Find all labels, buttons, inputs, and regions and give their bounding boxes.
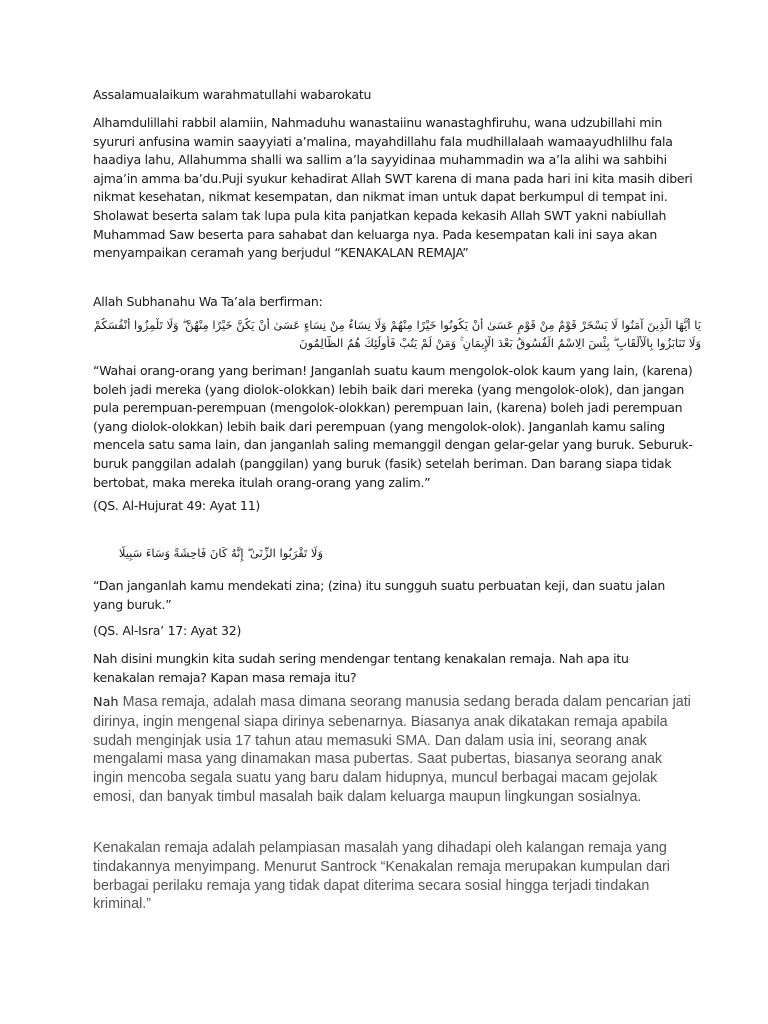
arabic-verse-line-1: يَا أَيُّهَا الَّذِينَ آمَنُوا لَا يَسْخَرْ قَوْمٌ مِنْ قَوْمٍ عَسَىٰ أَنْ يَكُونُوا خَيْرًا مِنْهُمْ وَلَا نِسَاءٌ مِنْ نِسَاءٍ عَسَىٰ أَنْ يَكُنَّ خَيْرًا مِنْهُنَّ ۖ وَلَا تَلْمِزُوا أَنْفُسَكُمْ [93, 318, 701, 332]
arabic-verse-2: وَلَا تَقْرَبُوا الزِّنَىٰ ۖ إِنَّهُ كَانَ فَاحِشَةً وَسَاءَ سَبِيلًا [118, 546, 323, 560]
reference-2: (QS. Al-Isra’ 17: Ayat 32) [93, 623, 242, 638]
paragraph-lead: Nah [93, 695, 123, 710]
question-paragraph: Nah disini mungkin kita sudah sering mendengar tentang kenakalan remaja. Nah apa itu kenakalan remaja? Kapan masa remaja itu? [93, 651, 629, 685]
paragraph-body: Masa remaja, adalah masa dimana seorang manusia sedang berada dalam pencarian jati dirinya, ingin mengenal siapa dirinya sebenarnya. Biasanya anak dikatakan remaja apabila sudah menginjak usia 17 tahun atau memasuki SMA. Dan dalam usia ini, seorang anak mengalami masa yang dinamakan masa pubertas. Saat pubertas, biasanya seorang anak ingin mencoba segala suatu yang baru dalam hidupnya, muncul berbagai macam gejolak emosi, dan banyak timbul masalah baik dalam keluarga maupun lingkungan sosialnya. [93, 694, 691, 805]
firman-intro: Allah Subhanahu Wa Ta’ala berfirman: [93, 294, 323, 309]
reference-1: (QS. Al-Hujurat 49: Ayat 11) [93, 498, 261, 513]
arabic-verse-line-2: وَلَا تَنَابَزُوا بِالْأَلْقَابِ ۖ بِئْسَ الِاسْمُ الْفُسُوقُ بَعْدَ الْإِيمَانِ ۚ وَمَنْ لَمْ يَتُبْ فَأُولَٰئِكَ هُمُ الظَّالِمُونَ [299, 336, 701, 350]
opening-paragraph: Alhamdulillahi rabbil alamiin, Nahmaduhu wanastaiinu wanastaghfiruhu, wana udzubillahi min syururi anfusina wamin saayyiati a’malina, mayahdillahu fala mudhillalaah wamaayudhlilhu fala haadiya lahu, Allahumma shalli wa sallim a’la sayyidinaa muhammadin wa a’la alihi wa sahbihi ajma’in amma ba’du.Puji syukur kehadirat Allah SWT karena di mana pada hari ini kita masih diberi nikmat kesehatan, nikmat kesempatan, dan nikmat iman untuk dapat berkumpul di tempat ini. Sholawat beserta salam tak lupa pula kita panjatkan kepada kekasih Allah SWT yakni nabiullah Muhammad Saw beserta para sahabat dan keluarga nya. Pada kesempatan kali ini saya akan menyampaikan ceramah yang berjudul “KENAKALAN REMAJA” [93, 115, 693, 261]
paragraph-kenakalan-remaja: Kenakalan remaja adalah pelampiasan masalah yang dihadapi oleh kalangan remaja yang tindakannya menyimpang. Menurut Santrock “Kenakalan remaja merupakan kumpulan dari berbagai perilaku remaja yang tidak dapat diterima secara sosial hingga terjadi tindakan kriminal.” [93, 840, 670, 913]
greeting: Assalamualaikum warahmatullahi wabarokatu [93, 87, 372, 102]
translation-2: “Dan janganlah kamu mendekati zina; (zina) itu sungguh suatu perbuatan keji, dan suatu jalan yang buruk.” [93, 578, 666, 612]
paragraph-masa-remaja [93, 693, 693, 807]
translation-1: “Wahai orang-orang yang beriman! Janganlah suatu kaum mengolok-olok kaum yang lain, (karena) boleh jadi mereka (yang diolok-olokkan) lebih baik dari mereka (yang mengolok-olok), dan jangan pula perempuan-perempuan (mengolok-olokkan) perempuan lain, (karena) boleh jadi perempuan (yang diolok-olokkan) lebih baik dari perempuan (yang mengolok-olok). Janganlah kamu saling mencela satu sama lain, dan janganlah saling memanggil dengan gelar-gelar yang buruk. Seburuk-buruk panggilan adalah (panggilan) yang buruk (fasik) setelah beriman. Dan barang siapa tidak bertobat, maka mereka itulah orang-orang yang zalim.” [93, 363, 693, 490]
